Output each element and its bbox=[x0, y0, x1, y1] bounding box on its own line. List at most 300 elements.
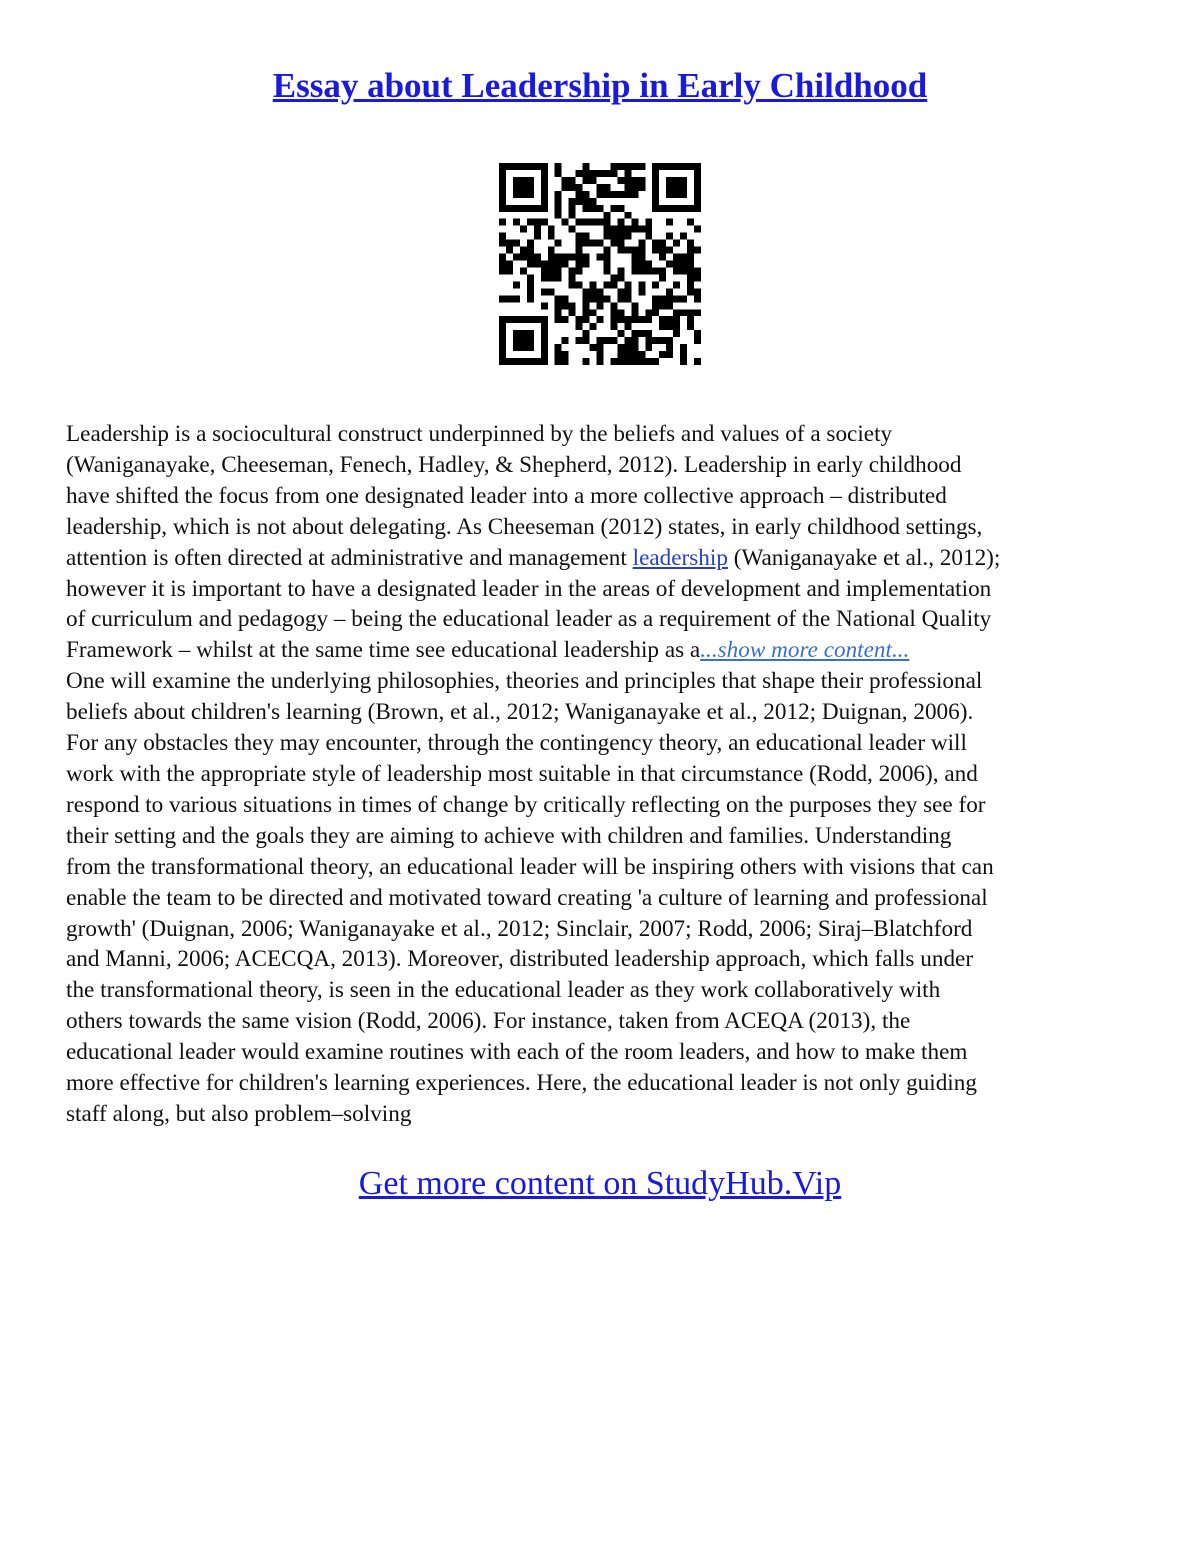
qr-module bbox=[624, 212, 631, 219]
qr-module bbox=[610, 309, 617, 316]
qr-module bbox=[659, 295, 666, 302]
qr-module bbox=[569, 177, 576, 184]
qr-module bbox=[659, 205, 666, 212]
qr-module bbox=[631, 163, 638, 170]
paragraph-2-line: One will examine the underlying philosophies, theories and principles that shape their professional bbox=[66, 668, 983, 695]
qr-module bbox=[687, 261, 694, 268]
qr-module bbox=[583, 170, 590, 177]
qr-module bbox=[624, 344, 631, 351]
qr-module bbox=[631, 219, 638, 226]
qr-module bbox=[638, 184, 645, 191]
qr-module bbox=[520, 358, 527, 365]
qr-module bbox=[631, 337, 638, 344]
qr-module bbox=[520, 316, 527, 323]
qr-module bbox=[555, 240, 562, 247]
qr-module bbox=[555, 295, 562, 302]
qr-module bbox=[666, 191, 673, 198]
qr-module bbox=[548, 233, 555, 240]
qr-module bbox=[666, 177, 673, 184]
qr-module bbox=[617, 163, 624, 170]
qr-module bbox=[583, 191, 590, 198]
qr-module bbox=[583, 205, 590, 212]
qr-module bbox=[590, 198, 597, 205]
qr-module bbox=[673, 330, 680, 337]
qr-module bbox=[534, 205, 541, 212]
paragraph-1-line: Leadership is a sociocultural construct underpinned by the beliefs and values of a society bbox=[66, 421, 893, 447]
qr-module bbox=[527, 191, 534, 198]
qr-module bbox=[499, 254, 506, 261]
title-link[interactable]: Essay about Leadership in Early Childhood bbox=[272, 66, 928, 105]
qr-module bbox=[576, 316, 583, 323]
document-title bbox=[0, 64, 1200, 108]
qr-module bbox=[645, 316, 652, 323]
qr-module bbox=[499, 233, 506, 240]
qr-module bbox=[624, 191, 631, 198]
qr-module bbox=[680, 191, 687, 198]
qr-module bbox=[610, 205, 617, 212]
qr-module bbox=[541, 191, 548, 198]
text-segment: Framework – whilst at the same time see educational leadership as a bbox=[66, 637, 701, 664]
qr-module bbox=[499, 261, 506, 268]
qr-module bbox=[610, 302, 617, 309]
leadership-link[interactable]: leadership bbox=[632, 544, 728, 571]
paragraph-2-line: and Manni, 2006; ACECQA, 2013). Moreover, distributed leadership approach, which falls under bbox=[66, 946, 974, 973]
qr-module bbox=[541, 330, 548, 337]
qr-module bbox=[583, 330, 590, 337]
qr-module bbox=[624, 177, 631, 184]
qr-module bbox=[506, 205, 513, 212]
qr-module bbox=[666, 344, 673, 351]
qr-module bbox=[673, 254, 680, 261]
qr-module bbox=[569, 212, 576, 219]
qr-module bbox=[597, 191, 604, 198]
qr-module bbox=[624, 233, 631, 240]
qr-module bbox=[631, 351, 638, 358]
qr-module bbox=[652, 205, 659, 212]
qr-module bbox=[610, 281, 617, 288]
qr-module bbox=[652, 240, 659, 247]
qr-module bbox=[562, 316, 569, 323]
qr-module bbox=[631, 261, 638, 268]
paragraph-1-line bbox=[66, 635, 1146, 666]
paragraph-2-line: respond to various situations in times of change by critically reflecting on the purposes they see for bbox=[66, 791, 986, 818]
show-more-link[interactable]: ...show more content... bbox=[700, 637, 910, 664]
qr-module bbox=[617, 288, 624, 295]
qr-module bbox=[624, 323, 631, 330]
qr-module bbox=[597, 358, 604, 365]
qr-module bbox=[652, 281, 659, 288]
qr-module bbox=[610, 170, 617, 177]
qr-module bbox=[527, 205, 534, 212]
qr-module bbox=[638, 351, 645, 358]
qr-module bbox=[652, 198, 659, 205]
qr-module bbox=[541, 205, 548, 212]
qr-module bbox=[527, 254, 534, 261]
qr-module bbox=[548, 254, 555, 261]
qr-module bbox=[555, 205, 562, 212]
qr-module bbox=[527, 295, 534, 302]
qr-module bbox=[603, 212, 610, 219]
qr-module bbox=[527, 184, 534, 191]
qr-module bbox=[527, 163, 534, 170]
qr-module bbox=[590, 323, 597, 330]
qr-module bbox=[659, 274, 666, 281]
qr-module bbox=[680, 177, 687, 184]
qr-module bbox=[638, 240, 645, 247]
qr-module bbox=[541, 337, 548, 344]
qr-module bbox=[555, 302, 562, 309]
qr-module bbox=[555, 274, 562, 281]
qr-module bbox=[590, 295, 597, 302]
qr-module bbox=[597, 344, 604, 351]
qr-module bbox=[617, 191, 624, 198]
qr-module bbox=[499, 267, 506, 274]
qr-module bbox=[590, 170, 597, 177]
qr-module bbox=[603, 233, 610, 240]
qr-module bbox=[506, 240, 513, 247]
qr-module bbox=[666, 163, 673, 170]
qr-module bbox=[513, 295, 520, 302]
qr-module bbox=[673, 295, 680, 302]
qr-module bbox=[583, 316, 590, 323]
qr-module bbox=[576, 261, 583, 268]
qr-module bbox=[506, 247, 513, 254]
qr-module bbox=[506, 358, 513, 365]
qr-module bbox=[603, 267, 610, 274]
qr-module bbox=[527, 219, 534, 226]
qr-module bbox=[694, 330, 701, 337]
qr-module bbox=[680, 184, 687, 191]
qr-module bbox=[541, 177, 548, 184]
qr-module bbox=[624, 247, 631, 254]
qr-module bbox=[534, 261, 541, 268]
qr-module bbox=[513, 337, 520, 344]
qr-module bbox=[617, 330, 624, 337]
qr-module bbox=[562, 219, 569, 226]
qr-module bbox=[666, 288, 673, 295]
qr-module bbox=[534, 316, 541, 323]
qr-module bbox=[499, 163, 506, 170]
qr-module bbox=[499, 316, 506, 323]
qr-module bbox=[680, 205, 687, 212]
qr-module bbox=[541, 267, 548, 274]
qr-module bbox=[645, 309, 652, 316]
qr-module bbox=[617, 316, 624, 323]
qr-module bbox=[680, 358, 687, 365]
qr-module bbox=[631, 309, 638, 316]
qr-module bbox=[499, 337, 506, 344]
qr-module bbox=[687, 274, 694, 281]
qr-module bbox=[631, 316, 638, 323]
qr-module bbox=[694, 170, 701, 177]
qr-module bbox=[562, 302, 569, 309]
qr-module bbox=[583, 302, 590, 309]
qr-module bbox=[569, 254, 576, 261]
qr-module bbox=[680, 233, 687, 240]
qr-module bbox=[555, 198, 562, 205]
qr-module bbox=[541, 351, 548, 358]
qr-module bbox=[562, 295, 569, 302]
qr-module bbox=[548, 226, 555, 233]
qr-module bbox=[617, 309, 624, 316]
qr-module bbox=[610, 358, 617, 365]
qr-module bbox=[506, 267, 513, 274]
qr-module bbox=[583, 288, 590, 295]
qr-module bbox=[617, 233, 624, 240]
qr-module bbox=[666, 247, 673, 254]
qr-module bbox=[652, 191, 659, 198]
qr-module bbox=[583, 177, 590, 184]
qr-module bbox=[617, 344, 624, 351]
paragraph-1-line bbox=[66, 543, 1146, 574]
qr-module bbox=[541, 170, 548, 177]
qr-module bbox=[597, 184, 604, 191]
qr-module bbox=[597, 295, 604, 302]
qr-module bbox=[666, 323, 673, 330]
qr-module bbox=[576, 323, 583, 330]
qr-module bbox=[666, 205, 673, 212]
qr-module bbox=[652, 295, 659, 302]
paragraph-1-line: (Waniganayake, Cheeseman, Fenech, Hadley, & Shepherd, 2012). Leadership in early childhood bbox=[66, 451, 962, 478]
essay-body bbox=[66, 419, 1146, 1130]
qr-module bbox=[590, 344, 597, 351]
qr-module bbox=[520, 177, 527, 184]
qr-module bbox=[659, 267, 666, 274]
qr-module bbox=[687, 205, 694, 212]
qr-module bbox=[694, 274, 701, 281]
qr-module bbox=[597, 316, 604, 323]
qr-module bbox=[687, 316, 694, 323]
qr-module bbox=[624, 184, 631, 191]
qr-module bbox=[548, 267, 555, 274]
qr-module bbox=[617, 267, 624, 274]
qr-module bbox=[499, 191, 506, 198]
qr-module bbox=[499, 323, 506, 330]
qr-module bbox=[617, 274, 624, 281]
qr-module bbox=[527, 337, 534, 344]
qr-module bbox=[499, 330, 506, 337]
qr-module bbox=[499, 358, 506, 365]
qr-module bbox=[624, 281, 631, 288]
qr-module bbox=[576, 219, 583, 226]
qr-module bbox=[555, 163, 562, 170]
qr-module bbox=[499, 240, 506, 247]
qr-module bbox=[680, 254, 687, 261]
qr-module bbox=[562, 337, 569, 344]
qr-module bbox=[520, 247, 527, 254]
qr-module bbox=[659, 337, 666, 344]
qr-module bbox=[659, 316, 666, 323]
qr-module bbox=[513, 205, 520, 212]
qr-module bbox=[694, 309, 701, 316]
qr-module bbox=[645, 337, 652, 344]
qr-module bbox=[513, 184, 520, 191]
qr-module bbox=[499, 219, 506, 226]
qr-module bbox=[583, 240, 590, 247]
qr-module bbox=[610, 163, 617, 170]
qr-module bbox=[597, 351, 604, 358]
qr-module bbox=[583, 295, 590, 302]
qr-module bbox=[513, 344, 520, 351]
qr-module bbox=[617, 177, 624, 184]
qr-module bbox=[659, 302, 666, 309]
qr-module bbox=[666, 219, 673, 226]
qr-module bbox=[666, 316, 673, 323]
qr-module bbox=[610, 323, 617, 330]
qr-module bbox=[631, 267, 638, 274]
qr-module bbox=[645, 330, 652, 337]
qr-module bbox=[576, 337, 583, 344]
qr-module bbox=[527, 261, 534, 268]
qr-module bbox=[520, 226, 527, 233]
qr-module bbox=[555, 316, 562, 323]
qr-module bbox=[513, 254, 520, 261]
qr-module bbox=[652, 163, 659, 170]
qr-module bbox=[603, 226, 610, 233]
qr-module bbox=[513, 219, 520, 226]
paragraph-1-line: however it is important to have a designated leader in the areas of development and implementation bbox=[66, 575, 992, 602]
qr-module bbox=[680, 344, 687, 351]
qr-module bbox=[499, 295, 506, 302]
qr-module bbox=[673, 177, 680, 184]
qr-module bbox=[617, 226, 624, 233]
qr-module bbox=[631, 177, 638, 184]
qr-module bbox=[631, 344, 638, 351]
qr-module bbox=[541, 358, 548, 365]
qr-module bbox=[541, 274, 548, 281]
qr-module bbox=[652, 170, 659, 177]
qr-module bbox=[680, 267, 687, 274]
qr-module bbox=[513, 281, 520, 288]
qr-module bbox=[610, 240, 617, 247]
qr-module bbox=[534, 358, 541, 365]
qr-module bbox=[583, 261, 590, 268]
qr-module bbox=[597, 205, 604, 212]
qr-module bbox=[673, 191, 680, 198]
qr-module bbox=[687, 247, 694, 254]
qr-module bbox=[624, 358, 631, 365]
qr-module bbox=[590, 219, 597, 226]
qr-module bbox=[569, 226, 576, 233]
qr-module bbox=[590, 281, 597, 288]
qr-module bbox=[694, 295, 701, 302]
qr-module bbox=[576, 170, 583, 177]
qr-module bbox=[687, 309, 694, 316]
qr-module bbox=[555, 309, 562, 316]
qr-module bbox=[673, 261, 680, 268]
qr-module bbox=[617, 295, 624, 302]
qr-module bbox=[520, 163, 527, 170]
qr-module bbox=[569, 184, 576, 191]
qr-module bbox=[624, 337, 631, 344]
qr-module bbox=[576, 281, 583, 288]
qr-module bbox=[534, 254, 541, 261]
qr-module bbox=[499, 170, 506, 177]
qr-module bbox=[638, 226, 645, 233]
qr-module bbox=[673, 267, 680, 274]
qr-module bbox=[541, 163, 548, 170]
qr-module bbox=[610, 274, 617, 281]
qr-module bbox=[652, 177, 659, 184]
paragraph-2-line: the transformational theory, is seen in the educational leader as they work collaboratively with bbox=[66, 977, 941, 1004]
qr-module bbox=[513, 163, 520, 170]
paragraph-2-line: enable the team to be directed and motivated toward creating 'a culture of learning and professional bbox=[66, 884, 988, 911]
qr-module bbox=[694, 177, 701, 184]
qr-module bbox=[603, 254, 610, 261]
qr-module bbox=[610, 233, 617, 240]
qr-module bbox=[597, 219, 604, 226]
qr-module bbox=[569, 267, 576, 274]
qr-module bbox=[597, 302, 604, 309]
qr-module bbox=[638, 254, 645, 261]
qr-module bbox=[666, 337, 673, 344]
qr-module bbox=[527, 288, 534, 295]
qr-module bbox=[687, 281, 694, 288]
qr-module bbox=[506, 295, 513, 302]
qr-module bbox=[499, 198, 506, 205]
qr-module bbox=[687, 254, 694, 261]
qr-module bbox=[562, 261, 569, 268]
qr-module bbox=[555, 170, 562, 177]
qr-module bbox=[638, 316, 645, 323]
studyhub-link[interactable]: Get more content on StudyHub.Vip bbox=[358, 1165, 842, 1202]
qr-module bbox=[624, 316, 631, 323]
qr-module bbox=[541, 288, 548, 295]
qr-module bbox=[534, 219, 541, 226]
qr-module bbox=[624, 163, 631, 170]
qr-module bbox=[548, 288, 555, 295]
qr-module bbox=[541, 184, 548, 191]
qr-module bbox=[576, 240, 583, 247]
qr-module bbox=[673, 184, 680, 191]
qr-module bbox=[652, 302, 659, 309]
qr-module bbox=[576, 233, 583, 240]
qr-module bbox=[666, 233, 673, 240]
qr-module bbox=[506, 163, 513, 170]
qr-module bbox=[506, 316, 513, 323]
qr-module bbox=[624, 295, 631, 302]
qr-module bbox=[694, 267, 701, 274]
qr-module bbox=[569, 309, 576, 316]
qr-module bbox=[499, 184, 506, 191]
paragraph-2-line: staff along, but also problem–solving bbox=[66, 1100, 412, 1127]
qr-module bbox=[631, 254, 638, 261]
qr-module bbox=[520, 205, 527, 212]
qr-module bbox=[694, 184, 701, 191]
footer bbox=[0, 1162, 1200, 1206]
qr-module bbox=[687, 219, 694, 226]
qr-module bbox=[569, 198, 576, 205]
qr-module bbox=[617, 219, 624, 226]
qr-module bbox=[687, 163, 694, 170]
qr-module bbox=[617, 240, 624, 247]
qr-module bbox=[534, 226, 541, 233]
qr-module bbox=[583, 254, 590, 261]
qr-module bbox=[694, 191, 701, 198]
qr-module bbox=[638, 247, 645, 254]
paragraph-1-line: leadership, which is not about delegating. As Cheeseman (2012) states, in early childhood settings, bbox=[66, 513, 983, 540]
qr-module bbox=[527, 247, 534, 254]
qr-module bbox=[597, 240, 604, 247]
qr-module bbox=[631, 358, 638, 365]
paragraph-2-line: growth' (Duignan, 2006; Waniganayake et al., 2012; Sinclair, 2007; Rodd, 2006; Siraj–Blatchford bbox=[66, 915, 973, 942]
qr-module bbox=[513, 191, 520, 198]
qr-module bbox=[652, 309, 659, 316]
paragraph-1-line: of curriculum and pedagogy – being the educational leader as a requirement of the National Quality bbox=[66, 606, 992, 633]
qr-module bbox=[680, 351, 687, 358]
qr-module bbox=[534, 233, 541, 240]
qr-module bbox=[652, 337, 659, 344]
